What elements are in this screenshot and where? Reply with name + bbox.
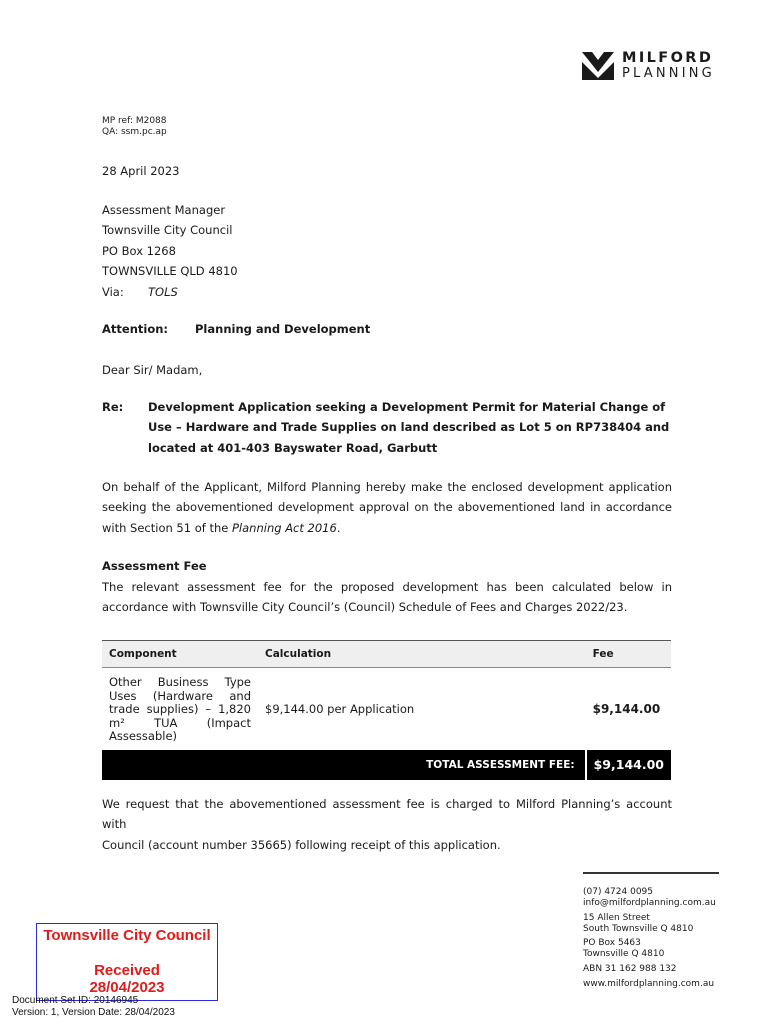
attention-line xyxy=(102,322,370,336)
attention-value: Planning and Development xyxy=(195,322,371,336)
request-line: Council (account number 35665) following receipt of this application. xyxy=(102,837,501,852)
cell-fee: $9,144.00 xyxy=(592,701,661,716)
via-value: TOLS xyxy=(148,284,178,299)
footer-website: www.milfordplanning.com.au xyxy=(583,979,715,989)
footer-street-line: South Townsville Q 4810 xyxy=(583,924,694,934)
intro-text: with Section 51 of the xyxy=(102,520,232,535)
stamp-status: Received xyxy=(94,962,160,979)
table-row xyxy=(102,668,671,750)
footer-phone: (07) 4724 0095 xyxy=(583,887,654,897)
component-line: Other Business Type xyxy=(109,675,251,689)
total-value: $9,144.00 xyxy=(586,750,671,780)
document-version: Version: 1, Version Date: 28/04/2023 xyxy=(12,1007,175,1018)
cell-calculation: $9,144.00 per Application xyxy=(265,701,415,716)
request-line: We request that the abovementioned assessment fee is charged to Milford Planning’s account with xyxy=(102,797,672,832)
total-row xyxy=(102,750,671,780)
re-subject xyxy=(148,397,672,458)
cell-component xyxy=(102,668,258,750)
total-label: TOTAL ASSESSMENT FEE: xyxy=(102,750,586,780)
component-line: trade supplies) – 1,820 xyxy=(109,702,251,716)
table-header-row xyxy=(102,641,671,668)
re-line: located at 401-403 Bayswater Road, Garbutt xyxy=(148,440,438,455)
intro-text: . xyxy=(336,520,341,535)
footer-po xyxy=(583,938,664,960)
reference-block xyxy=(102,116,167,138)
re-line: Development Application seeking a Development Permit for Material Change of xyxy=(148,400,666,414)
re-label: Re: xyxy=(102,400,124,414)
component-line: Assessable) xyxy=(109,729,178,743)
qa-ref: QA: ssm.pc.ap xyxy=(102,127,167,137)
footer-abn: ABN 31 162 988 132 xyxy=(583,964,677,974)
fee-section-paragraph xyxy=(102,577,672,618)
mp-ref: MP ref: M2088 xyxy=(102,116,167,126)
logo-text-milford: MILFORD xyxy=(622,50,714,66)
fee-line: The relevant assessment fee for the proposed development has been calculated below in xyxy=(102,580,672,594)
fee-section-heading: Assessment Fee xyxy=(102,559,207,573)
address-line: Townsville City Council xyxy=(102,223,233,238)
planning-act-title: Planning Act 2016 xyxy=(232,520,337,535)
fee-line: accordance with Townsville City Council’s (Council) Schedule of Fees and Charges 2022/23. xyxy=(102,600,628,615)
header-fee: Fee xyxy=(586,641,671,668)
salutation: Dear Sir/ Madam, xyxy=(102,363,203,377)
address-line: Assessment Manager xyxy=(102,203,226,217)
attention-label: Attention: xyxy=(102,322,169,336)
via-line xyxy=(102,282,238,302)
footer-po-line: Townsville Q 4810 xyxy=(583,949,665,959)
stamp-org: Townsville City Council xyxy=(43,927,211,944)
intro-line: seeking the abovementioned development approval on the abovementioned land in accordance xyxy=(102,500,672,515)
fee-table xyxy=(102,640,671,780)
header-component: Component xyxy=(102,641,258,668)
footer-email: info@milfordplanning.com.au xyxy=(583,898,716,908)
intro-line: On behalf of the Applicant, Milford Planning hereby make the enclosed development application xyxy=(102,480,672,494)
footer-street-line: 15 Allen Street xyxy=(583,913,650,923)
footer-street xyxy=(583,913,693,935)
re-line: Use – Hardware and Trade Supplies on land described as Lot 5 on RP738404 and xyxy=(148,420,670,435)
footer-po-line: PO Box 5463 xyxy=(583,938,641,948)
component-line: Uses (Hardware and xyxy=(109,688,251,703)
stamp-date: 28/04/2023 xyxy=(89,979,165,996)
footer-contact xyxy=(583,887,716,909)
document-set-id: Document Set ID: 20146945 xyxy=(12,995,139,1006)
via-label: Via: xyxy=(102,284,124,299)
recipient-address xyxy=(102,200,238,302)
intro-line xyxy=(102,518,672,538)
intro-paragraph xyxy=(102,477,672,538)
letter-date: 28 April 2023 xyxy=(102,164,180,178)
milford-chevron-icon xyxy=(582,52,614,80)
logo-text-planning: PLANNING xyxy=(622,66,715,81)
footer-divider xyxy=(583,872,719,874)
received-stamp xyxy=(36,923,218,1001)
milford-planning-logo xyxy=(582,50,722,82)
address-line: PO Box 1268 xyxy=(102,243,176,258)
address-line: TOWNSVILLE QLD 4810 xyxy=(102,264,238,279)
request-paragraph xyxy=(102,794,672,855)
header-calculation: Calculation xyxy=(258,641,586,668)
component-line: m² TUA (Impact xyxy=(109,715,251,730)
